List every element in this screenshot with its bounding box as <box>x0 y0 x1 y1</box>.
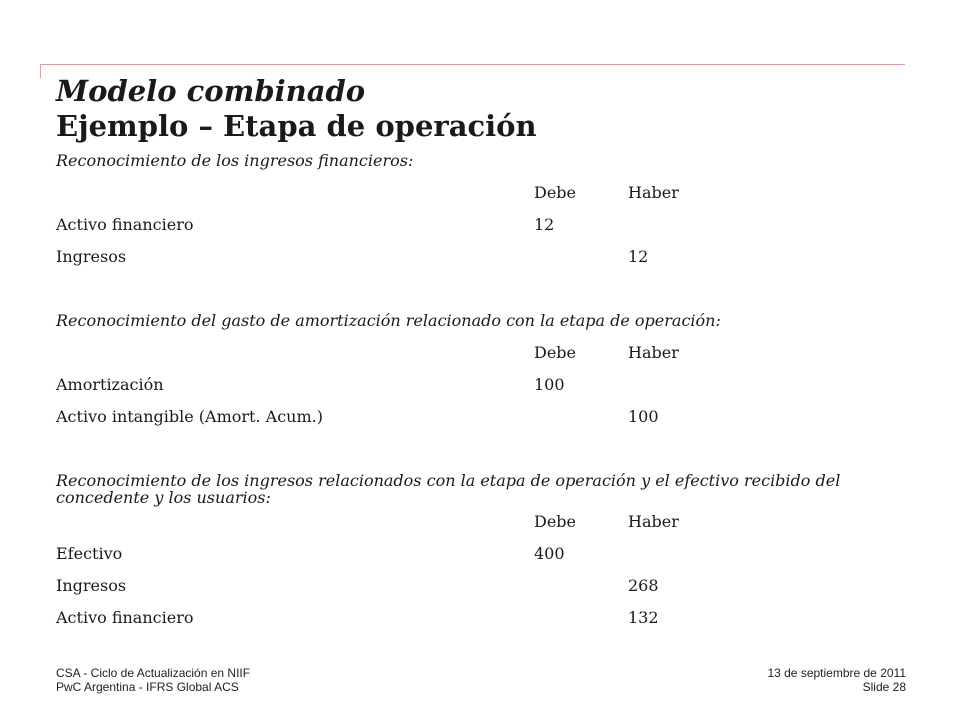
footer-course: CSA - Ciclo de Actualización en NIIF <box>56 666 251 680</box>
spacer <box>56 280 916 312</box>
table-row <box>56 577 916 609</box>
table-row <box>56 216 916 248</box>
section-heading: Reconocimiento de los ingresos relacionados con la etapa de operación y el efectivo recibido del concedente y los usuarios: <box>56 471 841 507</box>
journal-entry-1 <box>56 152 916 280</box>
debe-header: Debe <box>534 183 577 202</box>
haber-header: Haber <box>628 183 679 202</box>
table-row <box>56 545 916 577</box>
haber-header: Haber <box>628 512 679 531</box>
left-frame-tick <box>40 64 41 78</box>
journal-entry-2 <box>56 312 916 440</box>
section-heading: Reconocimiento de los ingresos financieros: <box>56 151 414 170</box>
slide-content <box>56 152 916 641</box>
section-heading: Reconocimiento del gasto de amortización relacionado con la etapa de operación: <box>56 311 721 330</box>
journal-entry-3 <box>56 472 916 641</box>
column-header-row <box>56 184 916 216</box>
haber-value: 132 <box>628 608 659 627</box>
table-row <box>56 376 916 408</box>
slide-number: Slide 28 <box>862 680 906 694</box>
column-header-row <box>56 344 916 376</box>
debe-value: 100 <box>534 375 565 394</box>
account-label: Activo financiero <box>56 608 194 627</box>
account-label: Amortización <box>56 375 164 394</box>
haber-value: 268 <box>628 576 659 595</box>
footer-organization: PwC Argentina - IFRS Global ACS <box>56 680 239 694</box>
debe-value: 12 <box>534 215 555 234</box>
top-frame-line <box>40 64 905 65</box>
account-label: Ingresos <box>56 576 127 595</box>
footer-date: 13 de septiembre de 2011 <box>767 666 906 680</box>
spacer <box>56 440 916 472</box>
haber-value: 100 <box>628 407 659 426</box>
title-line-1: Modelo combinado <box>56 74 366 108</box>
account-label: Ingresos <box>56 247 127 266</box>
table-row <box>56 609 916 641</box>
column-header-row <box>56 513 916 545</box>
slide-title <box>56 74 916 144</box>
table-row <box>56 408 916 440</box>
footer-left <box>56 666 250 694</box>
haber-header: Haber <box>628 343 679 362</box>
account-label: Activo financiero <box>56 215 194 234</box>
footer-right <box>767 666 906 694</box>
title-line-2: Ejemplo – Etapa de operación <box>56 109 537 143</box>
debe-value: 400 <box>534 544 565 563</box>
account-label: Efectivo <box>56 544 123 563</box>
debe-header: Debe <box>534 343 577 362</box>
debe-header: Debe <box>534 512 577 531</box>
account-label: Activo intangible (Amort. Acum.) <box>56 407 323 426</box>
haber-value: 12 <box>628 247 649 266</box>
table-row <box>56 248 916 280</box>
